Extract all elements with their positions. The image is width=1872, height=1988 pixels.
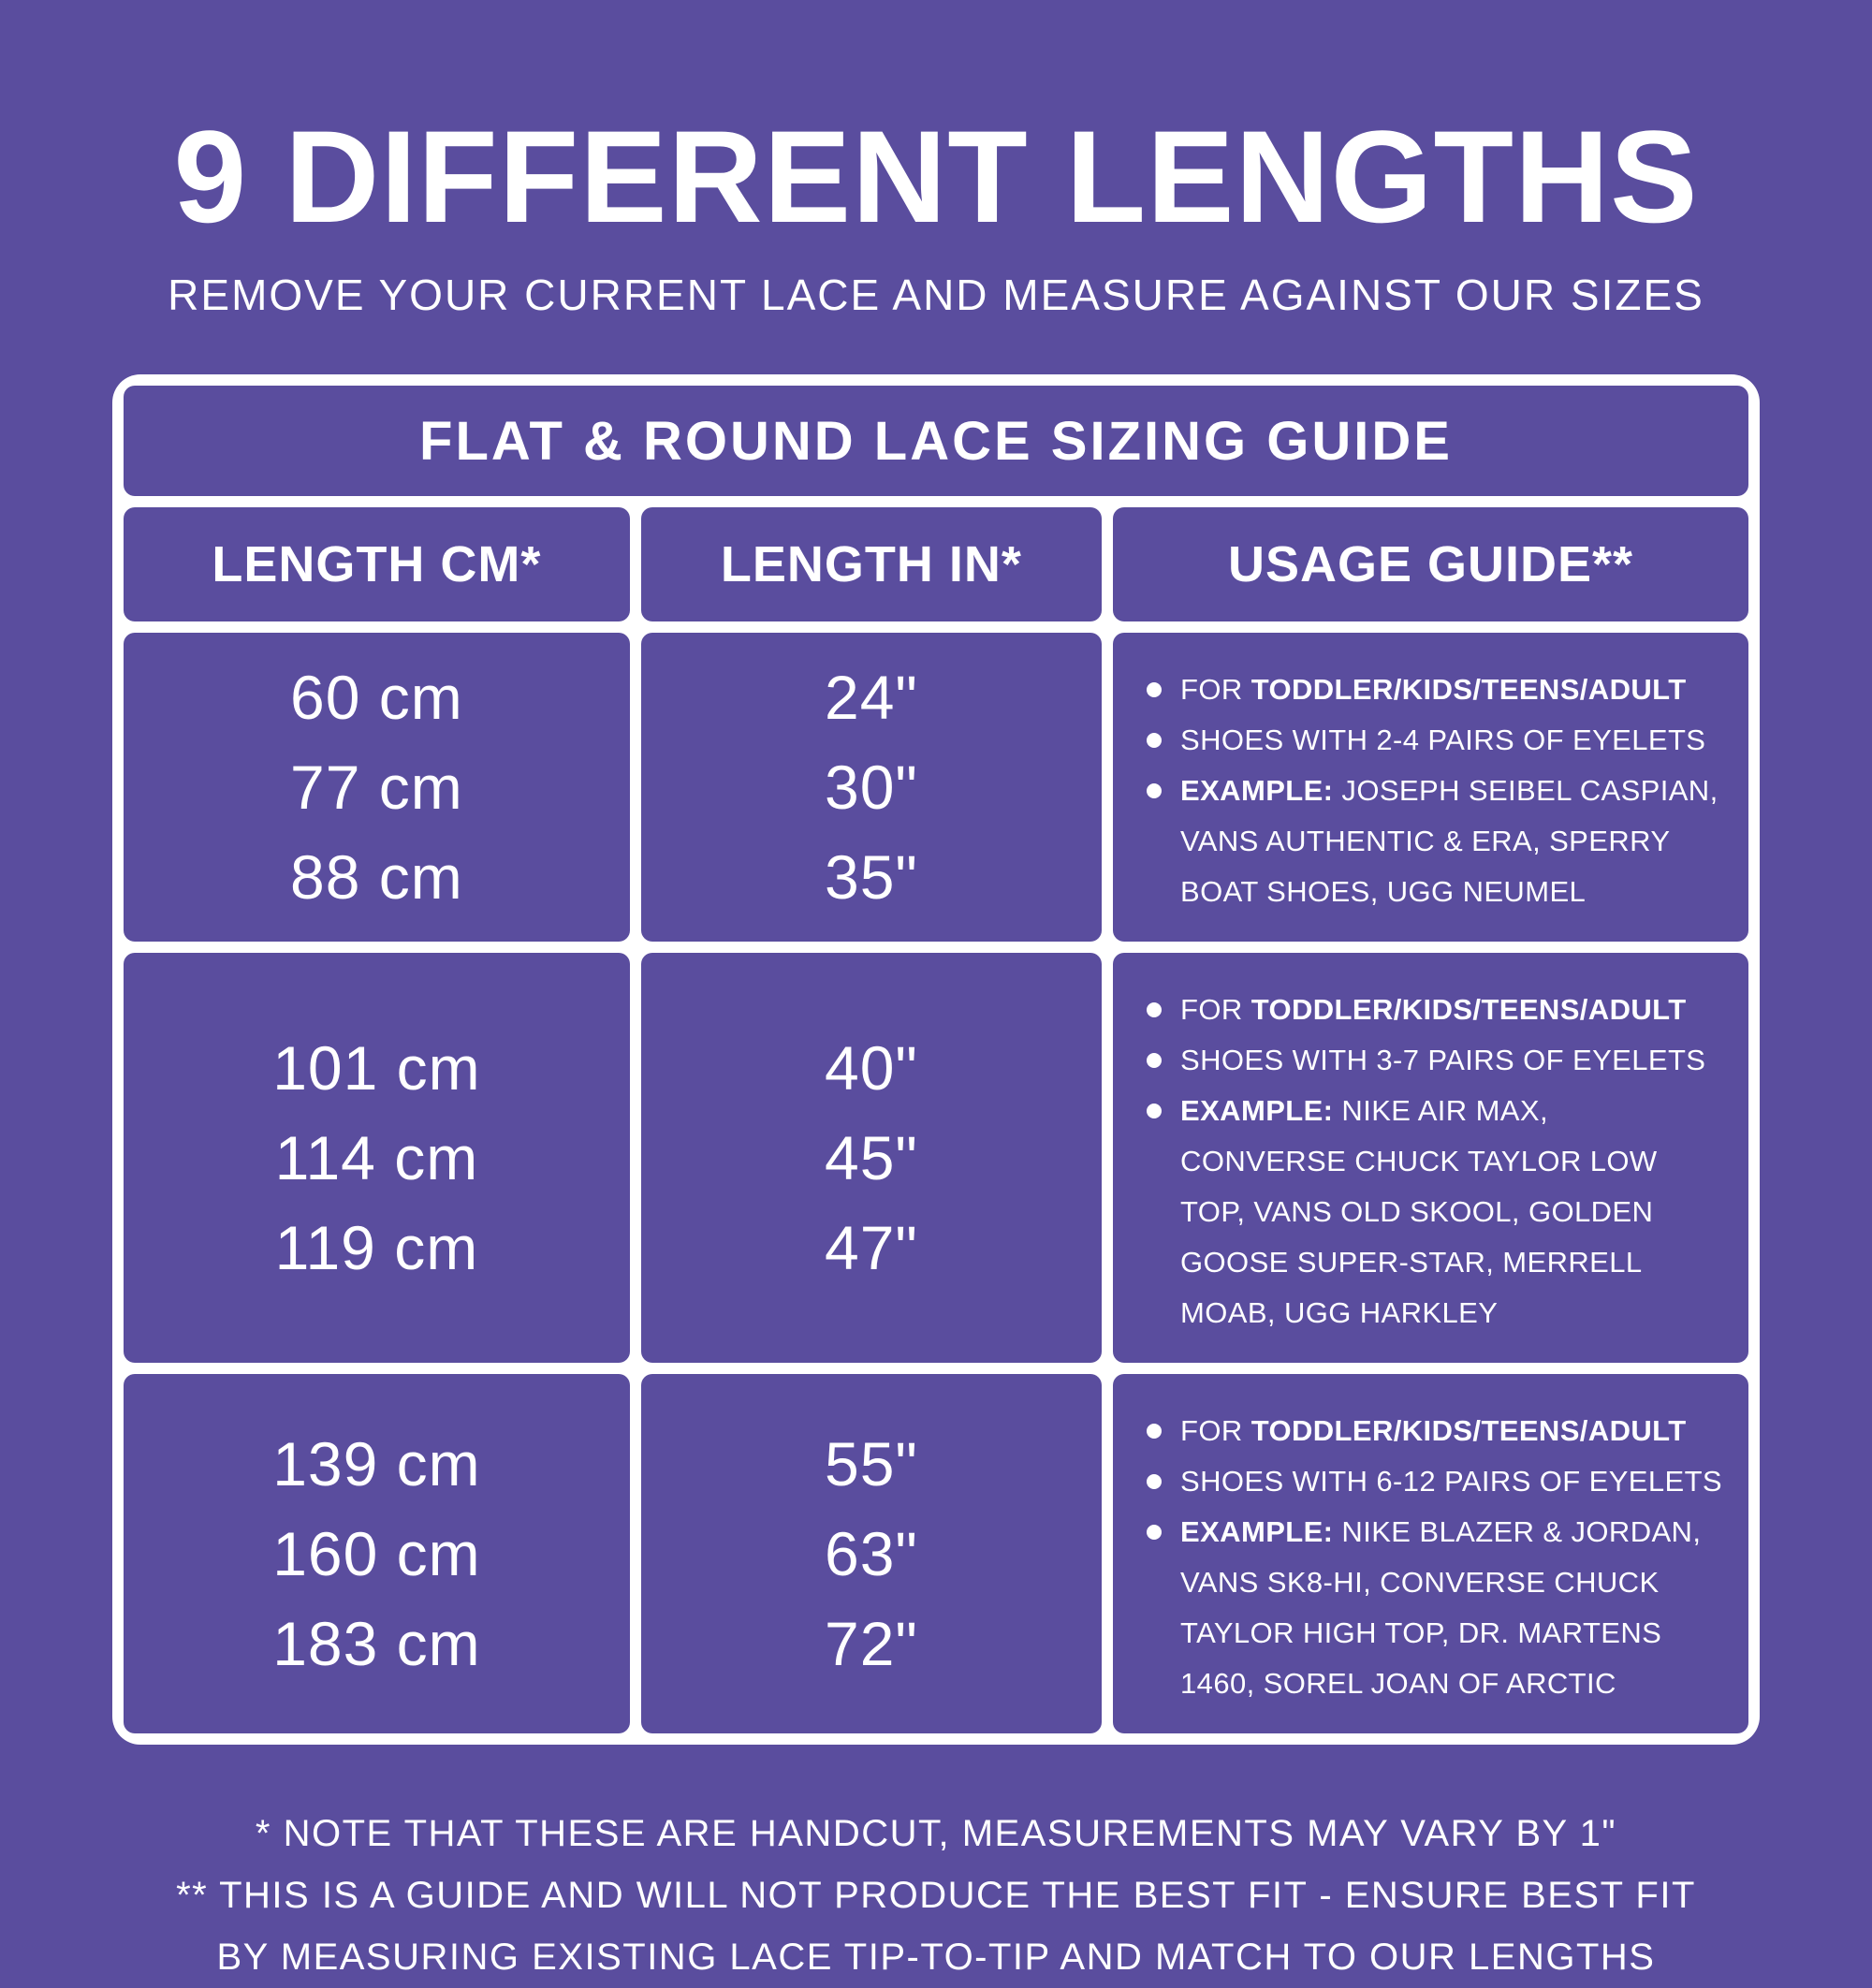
cm-cell-row3 [124,1374,630,1733]
in-cell-row3 [641,1374,1102,1733]
sizing-table [112,374,1760,1745]
cm-value: 183 cm [272,1609,481,1678]
usage-bullet-example [1147,1507,1722,1709]
usage-bullet-for [1147,985,1722,1035]
usage-text: FOR TODDLER/KIDS/TEENS/ADULT [1180,673,1687,706]
in-value: 30" [825,753,918,822]
cm-value: 160 cm [272,1519,481,1588]
table-caption: FLAT & ROUND LACE SIZING GUIDE [124,386,1748,496]
page-subtitle: REMOVE YOUR CURRENT LACE AND MEASURE AGAINST OUR SIZES [168,270,1704,319]
in-value: 55" [825,1429,918,1498]
bullet-icon [1147,1104,1162,1118]
usage-text: EXAMPLE: NIKE AIR MAX, CONVERSE CHUCK TAYLOR LOW TOP, VANS OLD SKOOL, GOLDEN GOOSE SUPER-STAR, MERRELL MOAB, UGG HARKLEY [1180,1094,1658,1329]
bullet-icon [1147,1424,1162,1439]
usage-text: SHOES WITH 3-7 PAIRS OF EYELETS [1180,1044,1706,1076]
usage-cell-row2 [1113,953,1748,1363]
page-title: 9 DIFFERENT LENGTHS [173,103,1699,250]
usage-bullet-example [1147,766,1722,917]
in-value: 40" [825,1033,918,1103]
usage-bullet-eyelets [1147,1456,1722,1507]
in-value: 45" [825,1123,918,1192]
footnote-handcut: * NOTE THAT THESE ARE HANDCUT, MEASUREMENTS MAY VARY BY 1" [255,1813,1617,1854]
bullet-icon [1147,1525,1162,1540]
footnote-guide-line1: ** THIS IS A GUIDE AND WILL NOT PRODUCE THE BEST FIT - ENSURE BEST FIT [176,1875,1696,1916]
in-value: 35" [825,842,918,912]
bullet-icon [1147,1474,1162,1489]
cm-value: 139 cm [272,1429,481,1498]
cm-value: 77 cm [290,753,463,822]
column-header-length-cm: LENGTH CM* [124,507,630,621]
in-cell-row2 [641,953,1102,1363]
usage-cell-row3 [1113,1374,1748,1733]
in-value: 63" [825,1519,918,1588]
footnotes [176,1803,1696,1988]
cm-value: 60 cm [290,663,463,732]
usage-text: SHOES WITH 6-12 PAIRS OF EYELETS [1180,1465,1723,1498]
usage-text: FOR TODDLER/KIDS/TEENS/ADULT [1180,1414,1687,1447]
footnote-guide-line2: BY MEASURING EXISTING LACE TIP-TO-TIP AND MATCH TO OUR LENGTHS [216,1937,1656,1978]
usage-bullet-for [1147,665,1722,715]
in-value: 72" [825,1609,918,1678]
usage-text: SHOES WITH 2-4 PAIRS OF EYELETS [1180,724,1706,756]
usage-bullet-eyelets [1147,715,1722,766]
in-cell-row1 [641,633,1102,942]
usage-bullet-for [1147,1406,1722,1456]
cm-value: 119 cm [274,1213,479,1282]
usage-cell-row1 [1113,633,1748,942]
bullet-icon [1147,783,1162,798]
in-value: 24" [825,663,918,732]
usage-bullet-example [1147,1086,1722,1338]
usage-text: EXAMPLE: JOSEPH SEIBEL CASPIAN, VANS AUTHENTIC & ERA, SPERRY BOAT SHOES, UGG NEUMEL [1180,774,1718,908]
cm-value: 101 cm [272,1033,481,1103]
cm-value: 114 cm [274,1123,479,1192]
usage-bullet-eyelets [1147,1035,1722,1086]
usage-text: FOR TODDLER/KIDS/TEENS/ADULT [1180,993,1687,1026]
bullet-icon [1147,682,1162,697]
in-value: 47" [825,1213,918,1282]
column-header-length-in: LENGTH IN* [641,507,1102,621]
bullet-icon [1147,1053,1162,1068]
cm-cell-row2 [124,953,630,1363]
usage-text: EXAMPLE: NIKE BLAZER & JORDAN, VANS SK8-HI, CONVERSE CHUCK TAYLOR HIGH TOP, DR. MARTENS 1460, SOREL JOAN OF ARCTIC [1180,1515,1702,1700]
bullet-icon [1147,1002,1162,1017]
cm-value: 88 cm [290,842,463,912]
cm-cell-row1 [124,633,630,942]
bullet-icon [1147,733,1162,748]
column-header-usage-guide: USAGE GUIDE** [1113,507,1748,621]
